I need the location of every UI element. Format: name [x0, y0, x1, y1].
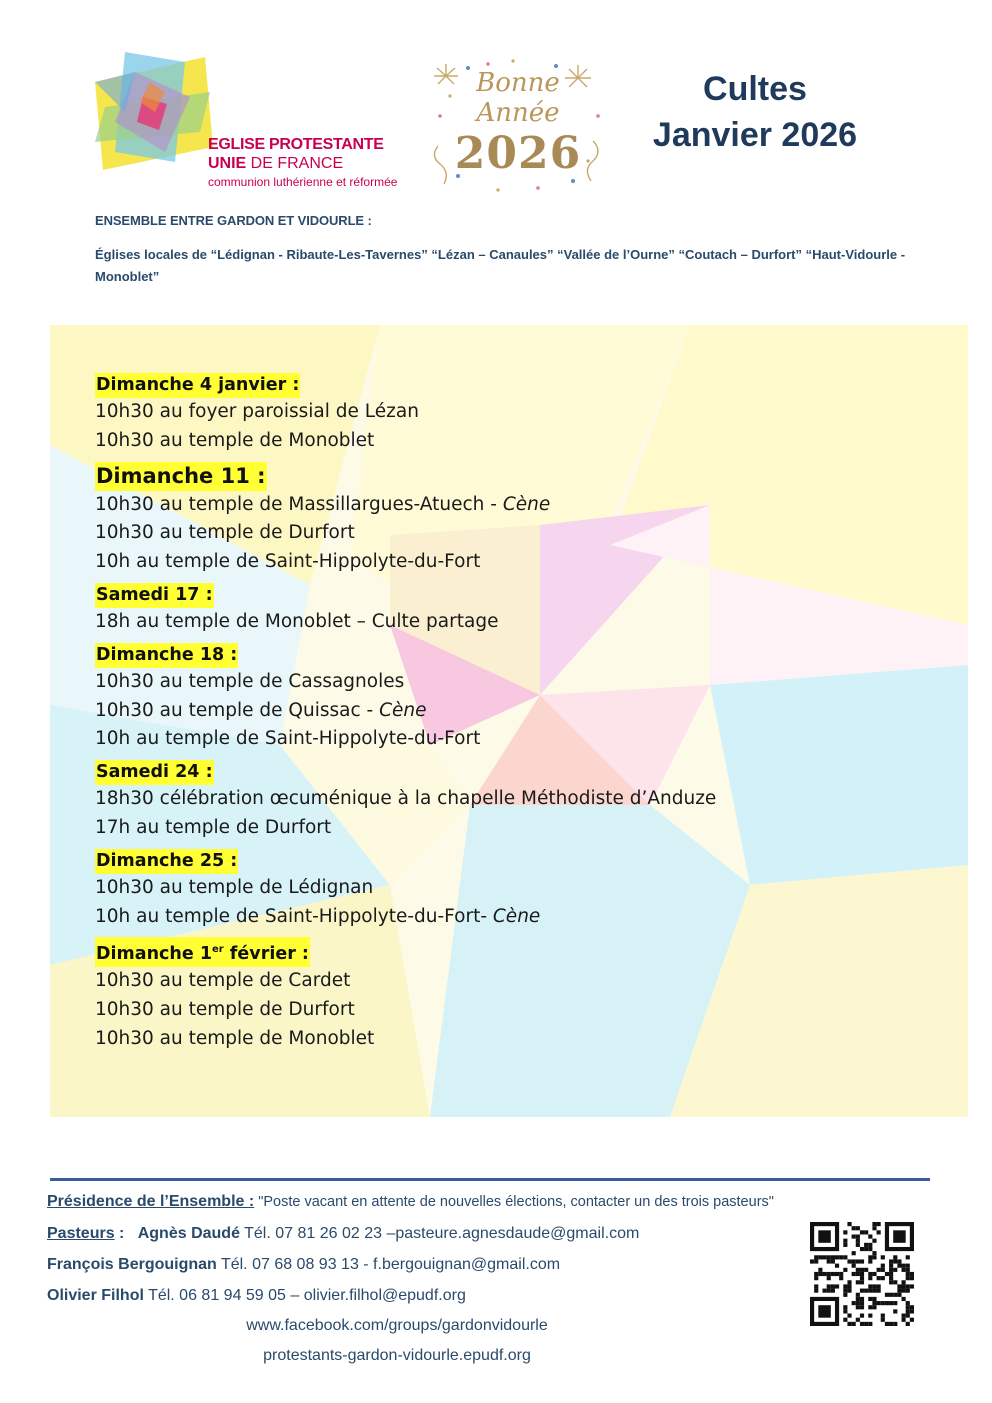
- pasteur-row: Pasteurs : Agnès Daudé Tél. 07 81 26 02 23 –pasteure.agnesdaude@gmail.com: [47, 1225, 640, 1242]
- logo-line-2: UNIE DE FRANCE: [208, 155, 344, 172]
- pasteur-contact[interactable]: Tél. 07 81 26 02 23 –pasteure.agnesdaude@gmail.com: [239, 1225, 640, 1242]
- day-heading: Dimanche 4 janvier :: [95, 373, 300, 398]
- qr-code-icon: [810, 1222, 914, 1326]
- service-item: 18h30 célébration œcuménique à la chapelle Méthodiste d’Anduze: [95, 788, 717, 810]
- schedule-panel: [50, 325, 968, 1117]
- day-heading: Dimanche 11 :: [95, 462, 267, 491]
- service-item: 10h au temple de Saint-Hippolyte-du-Fort- Cène: [95, 905, 541, 927]
- qr-code: [810, 1222, 914, 1326]
- page-title: [620, 66, 890, 158]
- service-item: 10h30 au foyer paroissial de Lézan: [95, 401, 419, 422]
- pasteur-name: François Bergouignan: [47, 1256, 217, 1273]
- service-item: 10h30 au temple de Lédignan: [95, 876, 374, 898]
- church-logo: [95, 52, 398, 197]
- service-item: 17h au temple de Durfort: [95, 816, 332, 838]
- service-item: 10h au temple de Saint-Hippolyte-du-Fort: [95, 728, 481, 750]
- pasteur-row: [47, 1249, 807, 1280]
- footer-contacts: [47, 1186, 807, 1371]
- schedule-group: [95, 583, 955, 637]
- schedule-group: [95, 760, 955, 843]
- service-item: 10h30 au temple de Cassagnoles: [95, 670, 405, 692]
- service-item: 10h30 au temple de Monoblet: [95, 429, 375, 451]
- pasteur-name: Agnès Daudé: [137, 1225, 240, 1242]
- presidence-text: "Poste vacant en attente de nouvelles élections, contacter un des trois pasteurs": [254, 1194, 774, 1210]
- church-logo-icon: [95, 52, 215, 172]
- schedule-group: [95, 643, 955, 754]
- service-item: 10h30 au temple de Cardet: [95, 970, 351, 992]
- day-heading: Samedi 17 :: [95, 583, 214, 608]
- schedule-group: [95, 373, 955, 456]
- service-item: 10h30 au temple de Massillargues-Atuech - Cène: [95, 493, 551, 515]
- greeting-line-1: Bonne: [476, 68, 560, 98]
- day-heading: Dimanche 18 :: [95, 643, 238, 668]
- footer-divider: [50, 1178, 930, 1181]
- local-churches: Églises locales de “Lédignan - Ribaute-Les-Tavernes” “Lézan – Canaules” “Vallée de l’Ourne” “Coutach – Durfort” “Haut-Vidourle - Monoblet”: [95, 247, 906, 284]
- facebook-link[interactable]: www.facebook.com/groups/gardonvidourle: [246, 1317, 548, 1334]
- title-line-2: Janvier 2026: [652, 116, 858, 154]
- pasteurs-label: Pasteurs: [47, 1225, 115, 1242]
- schedule-group: [95, 937, 955, 1053]
- pasteur-name: Olivier Filhol: [47, 1287, 144, 1304]
- greeting-year: 2026: [454, 128, 582, 179]
- title-line-1: Cultes: [703, 70, 807, 108]
- schedule-group: [95, 849, 955, 932]
- service-item: 18h au temple de Monoblet – Culte partage: [95, 610, 499, 632]
- service-item: 10h30 au temple de Durfort: [95, 522, 355, 544]
- presidence-label: Présidence de l’Ensemble :: [47, 1193, 255, 1210]
- schedule-group: [95, 462, 955, 577]
- schedule-list: [95, 373, 955, 1060]
- greeting-line-2: Année: [476, 98, 560, 128]
- logo-line-3: communion luthérienne et réformée: [208, 175, 398, 189]
- logo-line-1: EGLISE PROTESTANTE: [208, 136, 384, 153]
- service-item: 10h30 au temple de Durfort: [95, 998, 355, 1020]
- day-heading: Dimanche 1er février :: [95, 937, 310, 967]
- day-heading: Samedi 24 :: [95, 760, 214, 785]
- service-item: 10h30 au temple de Monoblet: [95, 1027, 375, 1049]
- day-heading: Dimanche 25 :: [95, 849, 238, 874]
- service-item: 10h au temple de Saint-Hippolyte-du-Fort: [95, 551, 481, 573]
- presidence-row: [47, 1186, 807, 1218]
- service-item: 10h30 au temple de Quissac - Cène: [95, 699, 427, 721]
- new-year-greeting: [428, 56, 608, 196]
- pasteur-contact[interactable]: Tél. 07 68 08 93 13 - f.bergouignan@gmail.com: [216, 1256, 561, 1273]
- pasteur-row: [47, 1280, 807, 1311]
- pasteur-contact[interactable]: Tél. 06 81 94 59 05 – olivier.filhol@epudf.org: [143, 1287, 466, 1304]
- website-link[interactable]: protestants-gardon-vidourle.epudf.org: [263, 1347, 531, 1364]
- ensemble-heading: ENSEMBLE ENTRE GARDON ET VIDOURLE :: [95, 213, 372, 228]
